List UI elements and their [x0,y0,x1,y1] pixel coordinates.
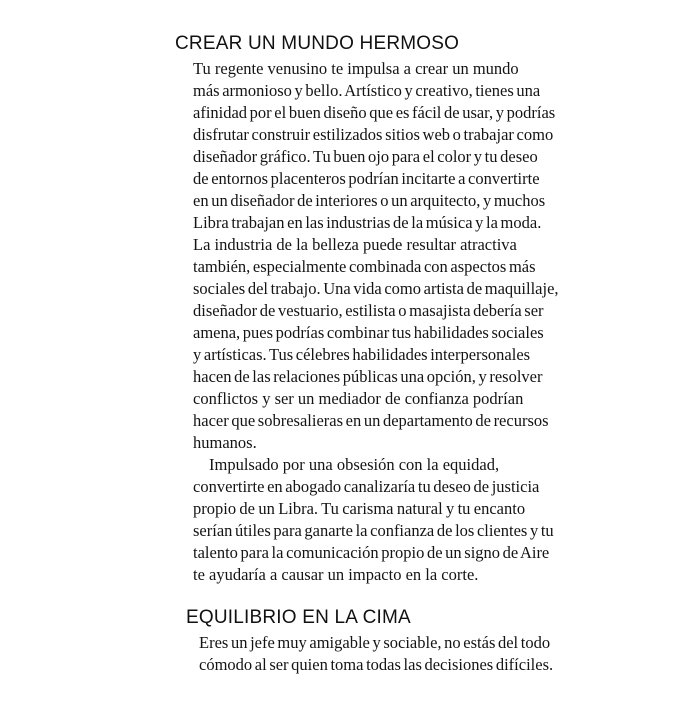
body-line: propio de un Libra. Tu carisma natural y tu encanto [193,499,526,518]
body-line: te ayudaría a causar un impacto en la corte. [193,565,479,584]
body-line: disfrutar construir estilizados sitios web o trabajar como [193,125,554,144]
body-line: Libra trabajan en las industrias de la música y la moda. [193,213,542,232]
body-line: y artísticas. Tus célebres habilidades interpersonales [193,345,531,364]
body-line: más armonioso y bello. Artístico y creativo, tienes una [193,81,541,100]
body-line: La industria de la belleza puede resultar atractiva [193,235,517,254]
body-line: diseñador de vestuario, estilista o masajista debería ser [193,301,544,320]
section-heading: EQUILIBRIO EN LA CIMA [186,607,411,628]
body-line: Impulsado por una obsesión con la equidad, [209,455,500,474]
body-line: en un diseñador de interiores o un arquitecto, y muchos [193,191,546,210]
body-line: de entornos placenteros podrían incitarte a convertirte [193,169,540,188]
body-line: afinidad por el buen diseño que es fácil de usar, y podrías [193,103,556,122]
body-line: convertirte en abogado canalizaría tu deseo de justicia [193,477,540,496]
body-line: talento para la comunicación propio de un signo de Aire [193,543,550,562]
body-line: diseñador gráfico. Tu buen ojo para el color y tu deseo [193,147,538,166]
body-line: cómodo al ser quien toma todas las decisiones difíciles. [199,655,554,674]
body-line: hacer que sobresalieras en un departamento de recursos [193,411,549,430]
body-line: conflictos y ser un mediador de confianza podrían [193,389,524,408]
body-line: humanos. [193,433,257,452]
body-line: hacen de las relaciones públicas una opción, y resolver [193,367,543,386]
section-heading: CREAR UN MUNDO HERMOSO [175,33,460,54]
body-line: sociales del trabajo. Una vida como artista de maquillaje, [193,279,559,298]
body-line: también, especialmente combinada con aspectos más [193,257,536,276]
body-line: amena, pues podrías combinar tus habilidades sociales [193,323,544,342]
body-line: Eres un jefe muy amigable y sociable, no estás del todo [199,633,551,652]
body-line: serían útiles para ganarte la confianza de los clientes y tu [193,521,554,540]
body-line: Tu regente venusino te impulsa a crear un mundo [193,59,519,78]
